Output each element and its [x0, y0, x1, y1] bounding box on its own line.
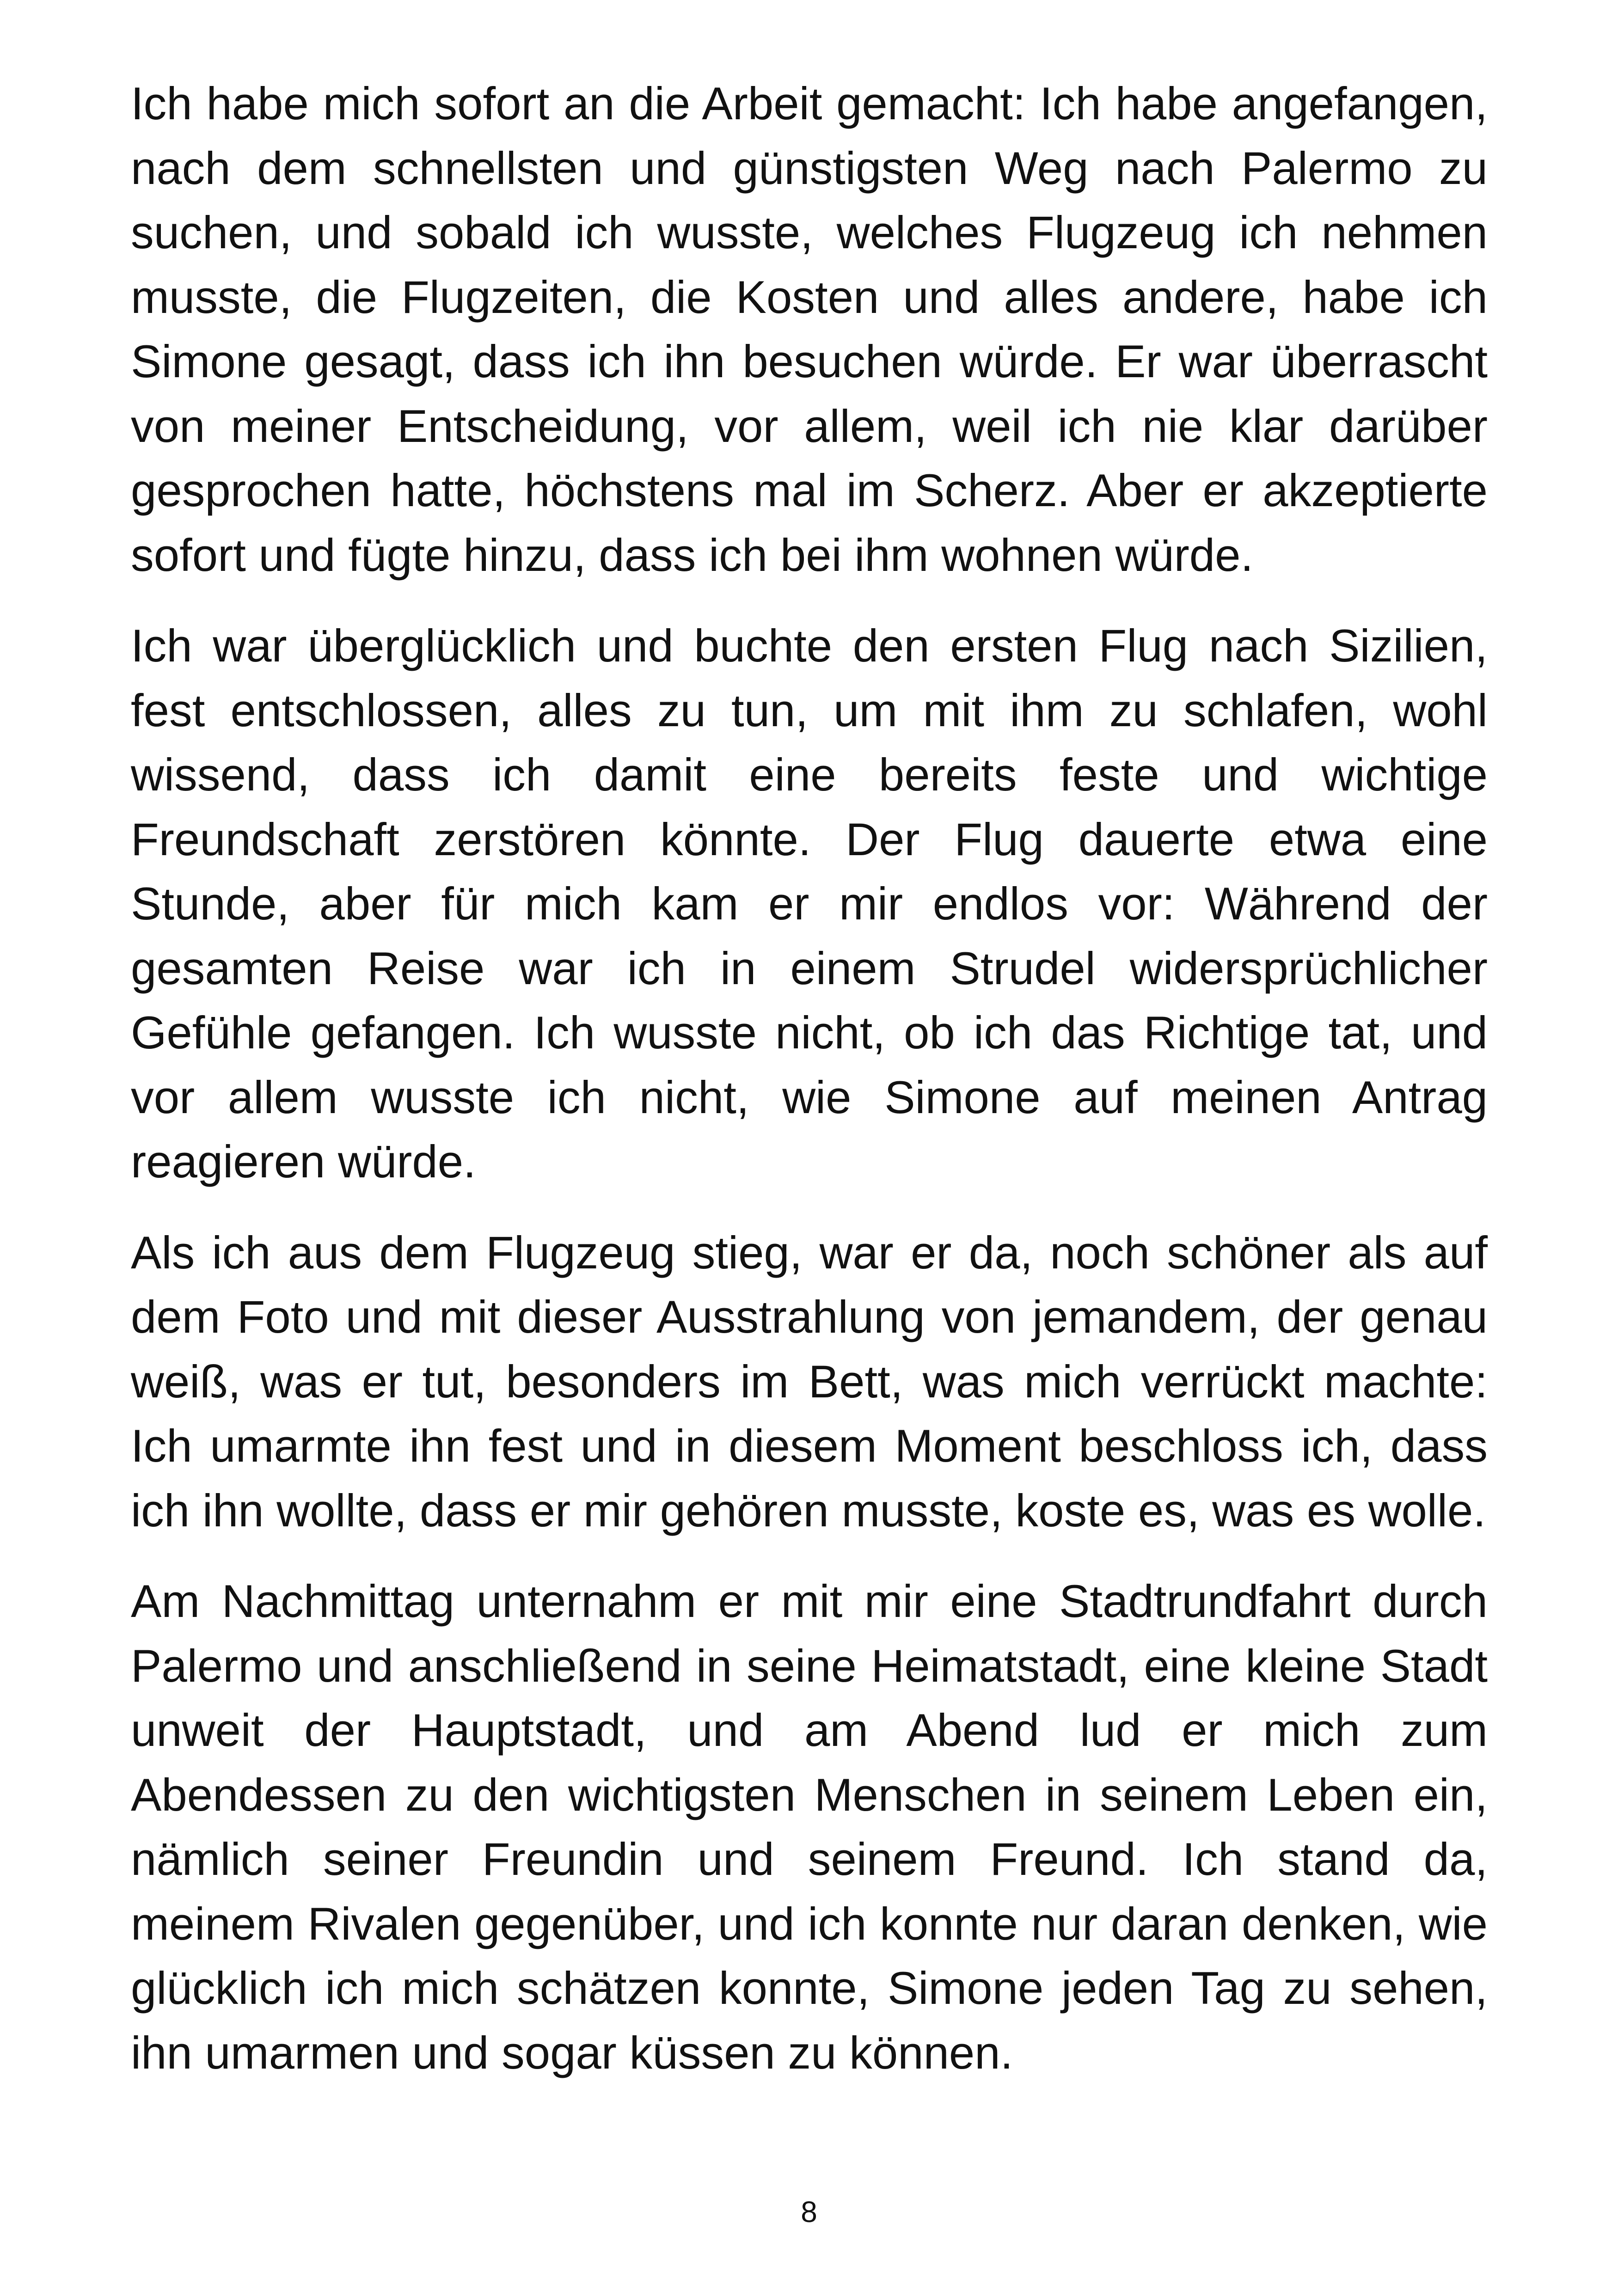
paragraph-1: Ich habe mich sofort an die Arbeit gemacht: Ich habe angefangen, nach dem schnellsten und günstigsten Weg nach Palermo zu suchen, und sobald ich wusste, welches Flugzeug ich nehmen musste, die Flugzeiten, die Kosten und alles andere, habe ich Simone gesagt, dass ich ihn besuchen würde. Er war überrascht von meiner Entscheidung, vor allem, weil ich nie klar darüber gesprochen hatte, höchstens mal im Scherz. Aber er akzeptierte sofort und fügte hinzu, dass ich bei ihm wohnen würde.: [131, 78, 1488, 581]
paragraph-4: Am Nachmittag unternahm er mit mir eine Stadtrundfahrt durch Palermo und anschließend in seine Heimatstadt, eine kleine Stadt unweit der Hauptstadt, und am Abend lud er mich zum Abendessen zu den wichtigsten Menschen in seinem Leben ein, nämlich seiner Freundin und seinem Freund. Ich stand da, meinem Rivalen gegenüber, und ich konnte nur daran denken, wie glücklich ich mich schätzen konnte, Simone jeden Tag zu sehen, ihn umarmen und sogar küssen zu können.: [131, 1576, 1488, 2079]
page-number: 8: [801, 2195, 817, 2229]
body-text: [131, 72, 1488, 2112]
paragraph-3: Als ich aus dem Flugzeug stieg, war er da, noch schöner als auf dem Foto und mit dieser Ausstrahlung von jemandem, der genau weiß, was er tut, besonders im Bett, was mich verrückt machte: Ich umarmte ihn fest und in diesem Moment beschloss ich, dass ich ihn wollte, dass er mir gehören musste, koste es, was es wolle.: [131, 1227, 1488, 1537]
paragraph-2: Ich war überglücklich und buchte den ersten Flug nach Sizilien, fest entschlossen, alles zu tun, um mit ihm zu schlafen, wohl wissend, dass ich damit eine bereits feste und wichtige Freundschaft zerstören könnte. Der Flug dauerte etwa eine Stunde, aber für mich kam er mir endlos vor: Während der gesamten Reise war ich in einem Strudel widersprüchlicher Gefühle gefangen. Ich wusste nicht, ob ich das Richtige tat, und vor allem wusste ich nicht, wie Simone auf meinen Antrag reagieren würde.: [131, 620, 1488, 1188]
